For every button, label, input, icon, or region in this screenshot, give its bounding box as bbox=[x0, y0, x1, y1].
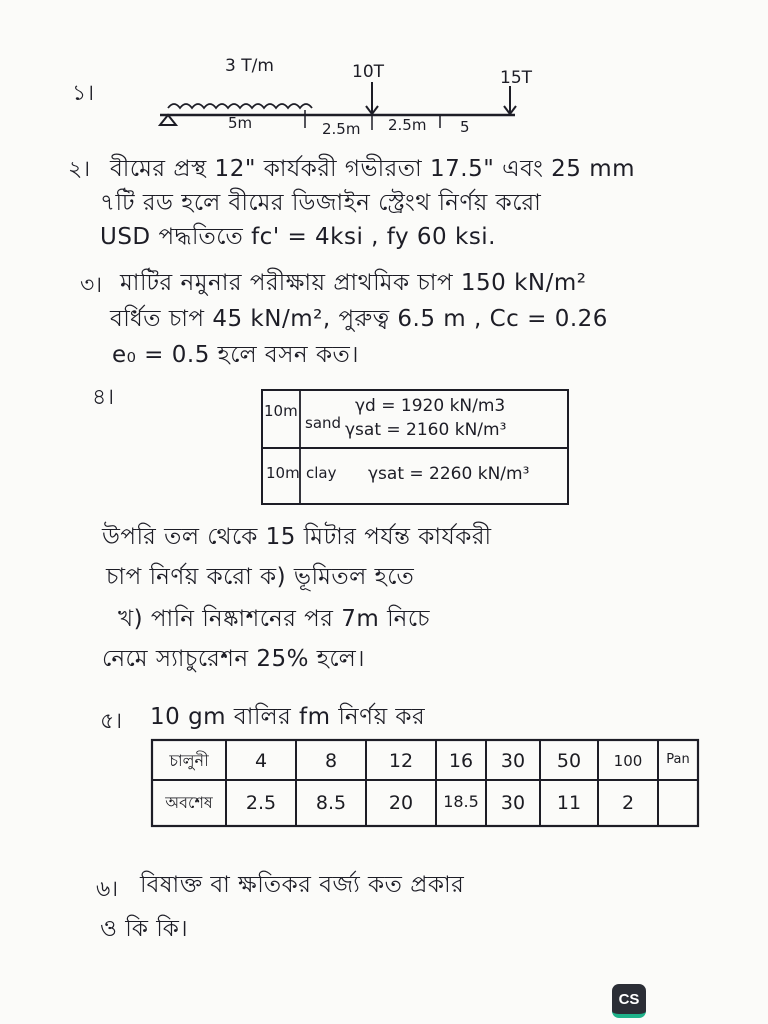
table-cell-retained: 18.5 bbox=[443, 792, 479, 811]
table-cell-retained: 2 bbox=[621, 792, 635, 814]
table-cell-sieve: 30 bbox=[500, 750, 526, 772]
q1-load-10t: 10T bbox=[352, 62, 385, 82]
table-cell-sieve: 8 bbox=[324, 750, 338, 772]
camscanner-logo: CS bbox=[612, 984, 646, 1018]
q3-line-1: মাটির নমুনার পরীক্ষায় প্রাথমিক চাপ 150 kN/m² bbox=[120, 270, 587, 296]
table-cell-sieve: 12 bbox=[388, 750, 414, 772]
q4-layer1-thickness: 10m bbox=[264, 402, 298, 420]
table-cell-retained: 20 bbox=[388, 792, 414, 814]
q6-line-2: ও কি কি। bbox=[100, 916, 189, 942]
q3-line-2: বর্ধিত চাপ 45 kN/m², পুরুত্ব 6.5 m , Cc = 0.26 bbox=[110, 306, 608, 332]
q5-line-1: 10 gm বালির fm নির্ণয় কর bbox=[150, 704, 426, 730]
table-cell-retained: 30 bbox=[500, 792, 526, 814]
table-row-label-retained: অবশেষ bbox=[165, 793, 213, 812]
q4-line-1: উপরি তল থেকে 15 মিটার পর্যন্ত কার্যকরী bbox=[102, 524, 492, 550]
q4-layer2-gamma-sat: γsat = 2260 kN/m³ bbox=[368, 464, 530, 484]
table-cell-sieve: 16 bbox=[448, 750, 474, 772]
q4-line-2: চাপ নির্ণয় করো ক) ভূমিতল হতে bbox=[106, 564, 415, 590]
table-cell-retained: 2.5 bbox=[245, 792, 277, 814]
q5-number: ৫। bbox=[100, 709, 123, 734]
q1-span-3: 2.5m bbox=[388, 116, 427, 134]
q2-line-1: বীমের প্রস্থ 12" কার্যকরী গভীরতা 17.5" এবং 25 mm bbox=[110, 156, 636, 182]
table-cell-sieve: 50 bbox=[556, 750, 582, 772]
q1-span-1: 5m bbox=[228, 114, 253, 132]
q2-line-3: USD পদ্ধতিতে fc' = 4ksi , fy 60 ksi. bbox=[100, 224, 496, 250]
q2-line-2: ৭টি রড হলে বীমের ডিজাইন স্ট্রেংথ নির্ণয় করো bbox=[100, 190, 542, 216]
table-cell-sieve: 4 bbox=[254, 750, 268, 772]
q4-layer1-name: sand bbox=[305, 414, 342, 432]
q4-layer1-gamma-sat: γsat = 2160 kN/m³ bbox=[345, 420, 507, 440]
q6-number: ৬। bbox=[96, 877, 119, 902]
table-row-label-sieve: চালুনী bbox=[169, 751, 209, 770]
q1-span-4: 5 bbox=[460, 118, 470, 136]
table-cell-sieve: 100 bbox=[613, 752, 643, 770]
q4-layer2-name: clay bbox=[306, 464, 337, 482]
q4-layer2-thickness: 10m bbox=[266, 464, 300, 482]
q4-line-4: নেমে স্যাচুরেশন 25% হলে। bbox=[102, 646, 365, 672]
q6-line-1: বিষাক্ত বা ক্ষতিকর বর্জ্য কত প্রকার bbox=[140, 872, 465, 898]
q4-number: ৪। bbox=[92, 385, 115, 410]
q1-span-2: 2.5m bbox=[322, 120, 361, 138]
table-cell-retained: 11 bbox=[556, 792, 582, 814]
q4-layer1-gamma-d: γd = 1920 kN/m3 bbox=[355, 396, 506, 416]
table-cell-retained: 8.5 bbox=[315, 792, 347, 814]
q1-load-15t: 15T bbox=[500, 68, 533, 88]
q3-number: ৩। bbox=[80, 273, 103, 298]
table-cell-sieve: Pan bbox=[666, 752, 690, 767]
q3-line-3: e₀ = 0.5 হলে বসন কত। bbox=[112, 342, 360, 368]
q1-udl-label: 3 T/m bbox=[225, 56, 274, 76]
q4-line-3: খ) পানি নিষ্কাশনের পর 7m নিচে bbox=[118, 606, 431, 632]
q2-number: ২। bbox=[68, 157, 91, 182]
q1-number: ১। bbox=[72, 81, 95, 106]
